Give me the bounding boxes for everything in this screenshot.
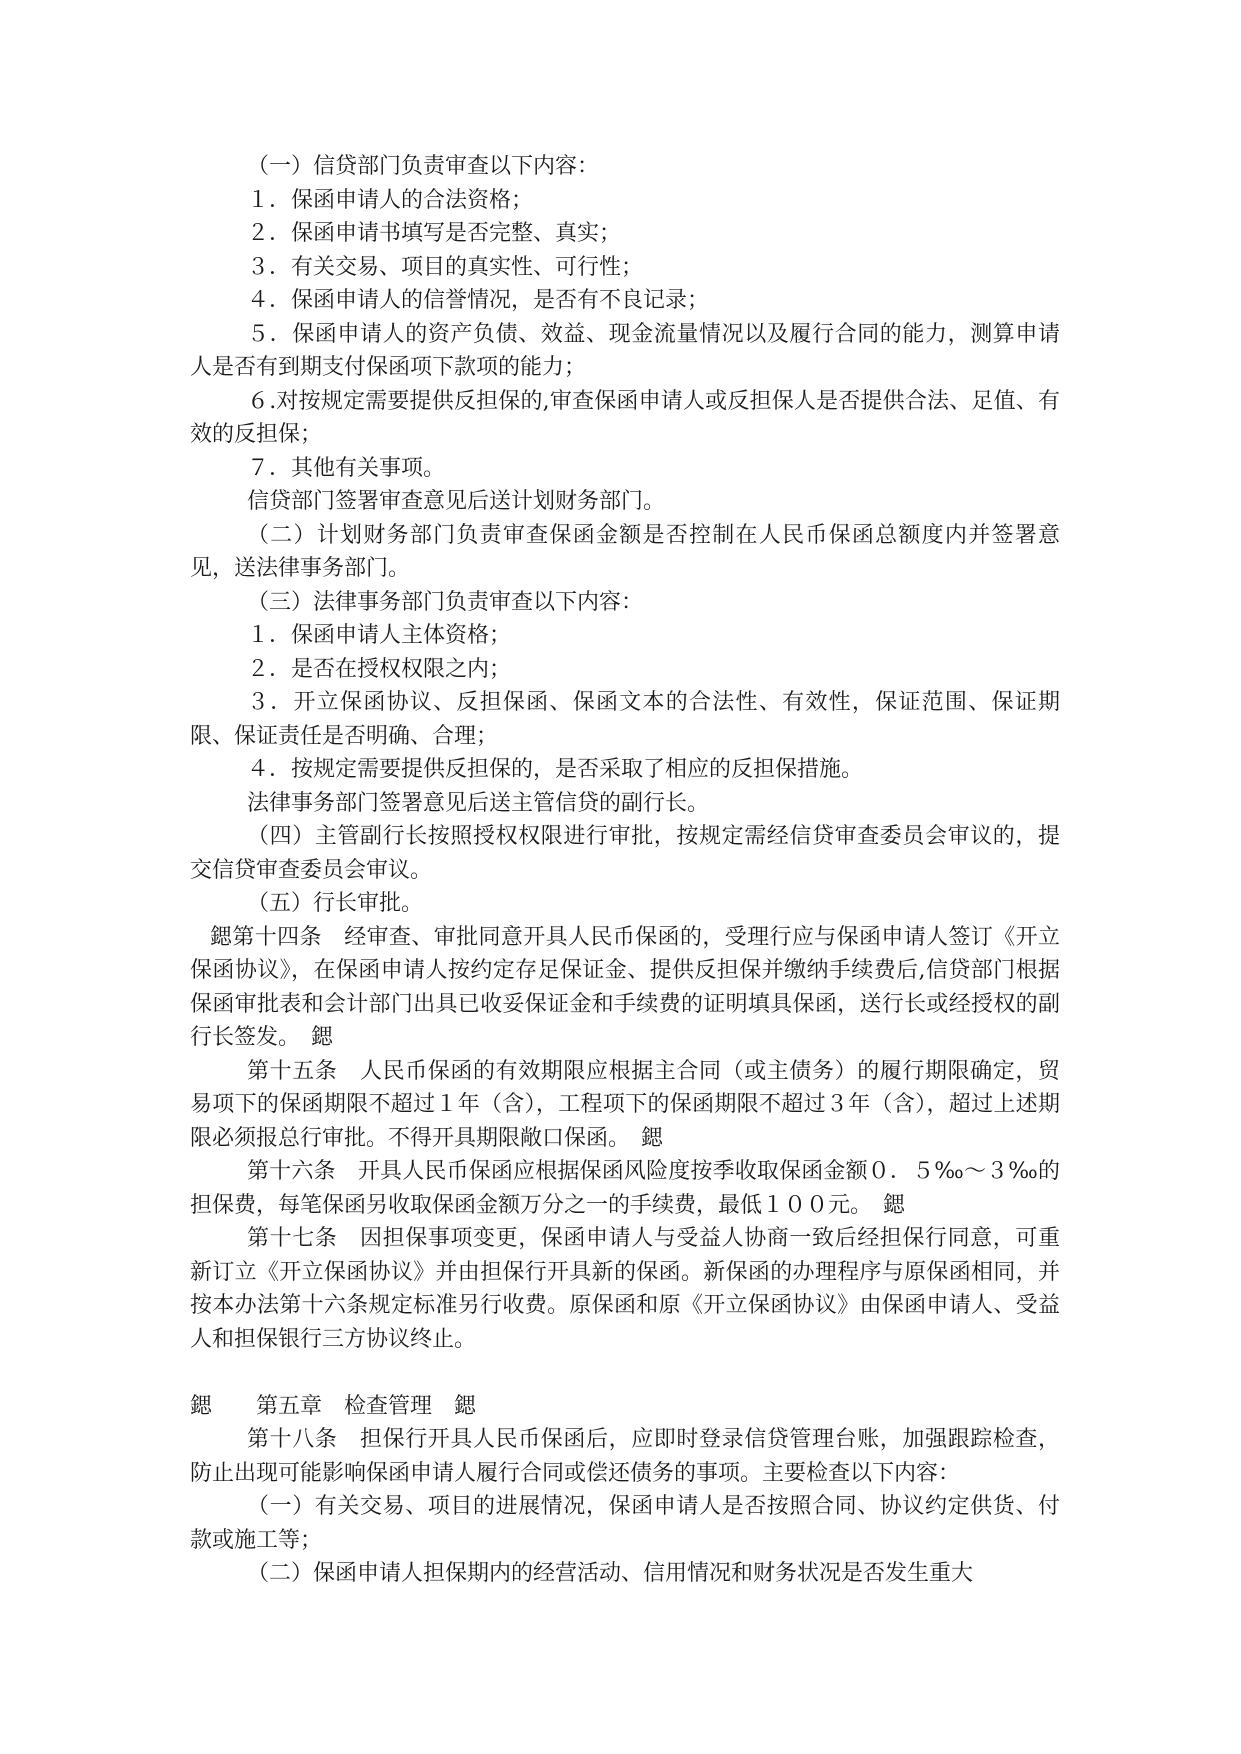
article-17: 第十七条 因担保事项变更，保函申请人与受益人协商一致后经担保行同意，可重新订立《开立保函协议》并由担保行开具新的保函。新保函的办理程序与原保函相同，并按本办法第十六条规定标准另行收费。原保函和原《开立保函协议》由保函申请人、受益人和担保银行三方协议终止。 <box>190 1226 1060 1352</box>
document-body <box>190 150 1060 1591</box>
article-18: 第十八条 担保行开具人民币保函后，应即时登录信贷管理台账，加强跟踪检查，防止出现可能影响保函申请人履行合同或偿还债务的事项。主要检查以下内容： <box>190 1427 1060 1486</box>
paragraph: （一）有关交易、项目的进展情况，保函申请人是否按照合同、协议约定供货、付款或施工等； <box>190 1494 1060 1553</box>
paragraph: １．保函申请人主体资格； <box>247 623 512 648</box>
paragraph: １．保函申请人的合法资格； <box>247 187 534 213</box>
paragraph: ２．是否在授权权限之内； <box>247 656 512 682</box>
paragraph: （二）保函申请人担保期内的经营活动、信用情况和财务状况是否发生重大 <box>247 1561 974 1586</box>
paragraph: ５．保函申请人的资产负债、效益、现金流量情况以及履行合同的能力，测算申请人是否有到期支付保函项下款项的能力； <box>190 321 1060 380</box>
paragraph: ３．开立保函协议、反担保函、保函文本的合法性、有效性，保证范围、保证期限、保证责任是否明确、合理； <box>190 690 1060 749</box>
paragraph: （四）主管副行长按照授权权限进行审批，按规定需经信贷审查委员会审议的，提交信贷审查委员会审议。 <box>190 824 1060 883</box>
paragraph: 法律事务部门签署意见后送主管信贷的副行长。 <box>247 790 710 816</box>
paragraph: ３．有关交易、项目的真实性、可行性； <box>247 254 644 280</box>
article-15: 第十五条 人民币保函的有效期限应根据主合同（或主债务）的履行期限确定，贸易项下的保函期限不超过１年（含），工程项下的保函期限不超过３年（含），超过上述期限必须报总行审批。不得开具期限敞口保函。 鍶 <box>190 1058 1060 1151</box>
paragraph: （二）计划财务部门负责审查保函金额是否控制在人民币保函总额度内并签署意见，送法律事务部门。 <box>190 522 1060 581</box>
article-14: 鍶第十四条 经审查、审批同意开具人民币保函的，受理行应与保函申请人签订《开立保函协议》，在保函申请人按约定存足保证金、提供反担保并缴纳手续费后,信贷部门根据保函审批表和会计部门出具已收妥保证金和手续费的证明填具保函，送行长或经授权的副行长签发。 鍶 <box>190 924 1060 1050</box>
blank-line <box>190 1356 1060 1390</box>
paragraph: （一）信贷部门负责审查以下内容： <box>247 154 600 179</box>
paragraph: （三）法律事务部门负责审查以下内容： <box>247 589 644 615</box>
paragraph: ７．其他有关事项。 <box>247 455 446 481</box>
paragraph: ２．保函申请书填写是否完整、真实； <box>247 221 622 246</box>
article-16: 第十六条 开具人民币保函应根据保函风险度按季收取保函金额０．５‰～３‰的担保费，每笔保函另收取保函金额万分之一的手续费，最低１００元。 鍶 <box>190 1159 1060 1218</box>
paragraph: ４．按规定需要提供反担保的，是否采取了相应的反担保措施。 <box>247 757 864 782</box>
paragraph: （五）行长审批。 <box>247 891 424 916</box>
paragraph: 信贷部门签署审查意见后送计划财务部门。 <box>247 489 666 514</box>
paragraph: ４．保函申请人的信誉情况，是否有不良记录； <box>247 288 710 313</box>
chapter-heading: 鍶 第五章 检查管理 鍶 <box>190 1393 477 1419</box>
paragraph: ６.对按规定需要提供反担保的,审查保函申请人或反担保人是否提供合法、足值、有效的反担保； <box>190 388 1060 447</box>
